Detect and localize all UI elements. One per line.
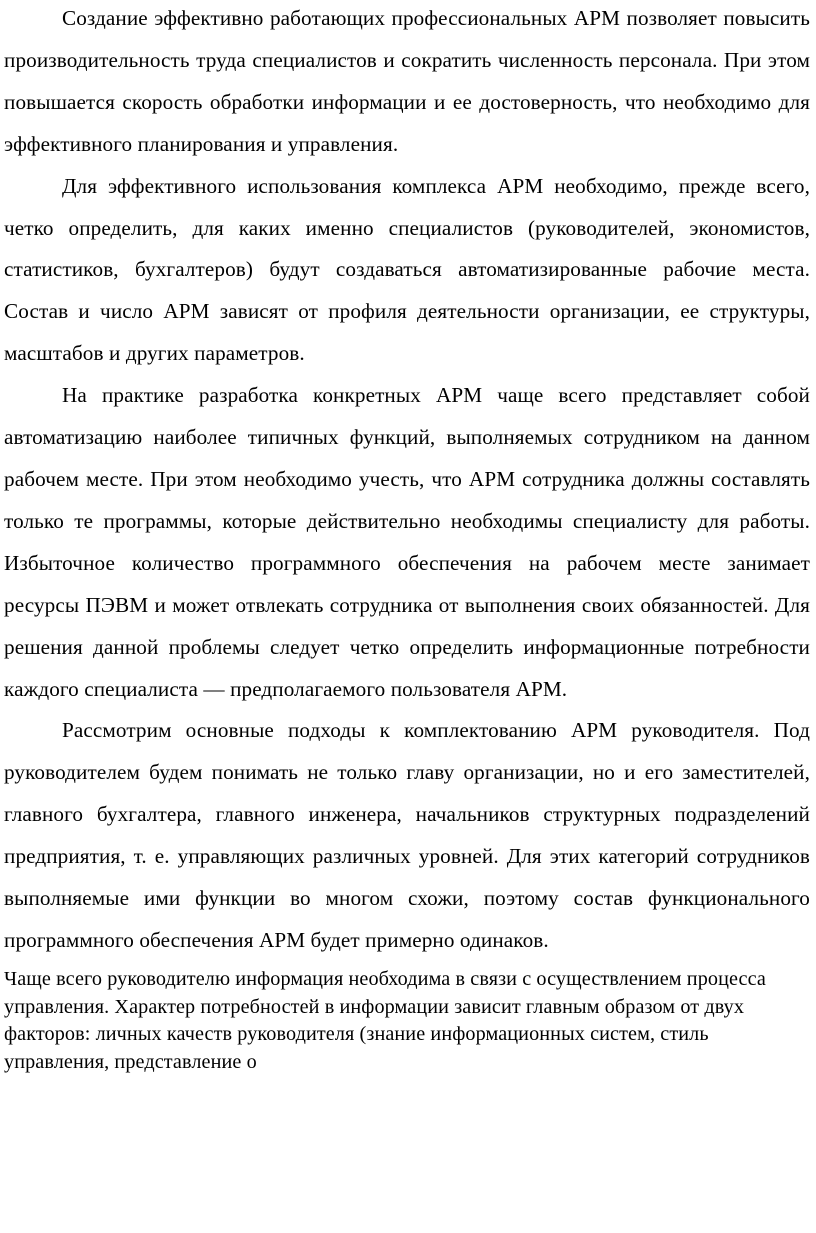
paragraph-4: Рассмотрим основные подходы к комплектованию АРМ руководителя. Под руководителем будем понимать не только главу организации, но и его заместителей, главного бухгалтера, главного инженера, начальников структурных подразделений предприятия, т. е. управляющих различных уровней. Для этих категорий сотрудников выполняемые ими функции во многом схожи, поэтому состав функционального программного обеспечения АРМ будет примерно одинаков. (4, 718, 810, 952)
paragraph-2: Для эффективного использования комплекса АРМ необходимо, прежде всего, четко определить, для каких именно специалистов (руководителей, экономистов, статистиков, бухгалтеров) будут создаваться автоматизированные рабочие места. Состав и число АРМ зависят от профиля деятельности организации, ее структуры, масштабов и других параметров. (4, 173, 810, 366)
paragraph-3: На практике разработка конкретных АРМ чаще всего представляет собой автоматизацию наиболее типичных функций, выполняемых сотрудником на данном рабочем месте. При этом необходимо учесть, что АРМ сотрудника должны составлять только те программы, которые действительно необходимы специалисту для работы. Избыточное количество программного обеспечения на рабочем месте занимает ресурсы ПЭВМ и может отвлекать сотрудника от выполнения своих обязанностей. Для решения данной проблемы следует четко определить информационные потребности каждого специалиста — предполагаемого пользователя АРМ. (4, 383, 810, 701)
paragraph-5: Чаще всего руководителю информация необходима в связи с осуществлением процесса управления. Характер потребностей в информации зависит главным образом от двух факторов: личных качеств руководителя (знание информационных систем, стиль управления, представление о (4, 967, 766, 1073)
paragraph-1: Создание эффективно работающих профессиональных АРМ позволяет повысить производительность труда специалистов и сократить численность персонала. При этом повышается скорость обработки информации и ее достоверность, что необходимо для эффективного планирования и управления. (4, 6, 810, 156)
